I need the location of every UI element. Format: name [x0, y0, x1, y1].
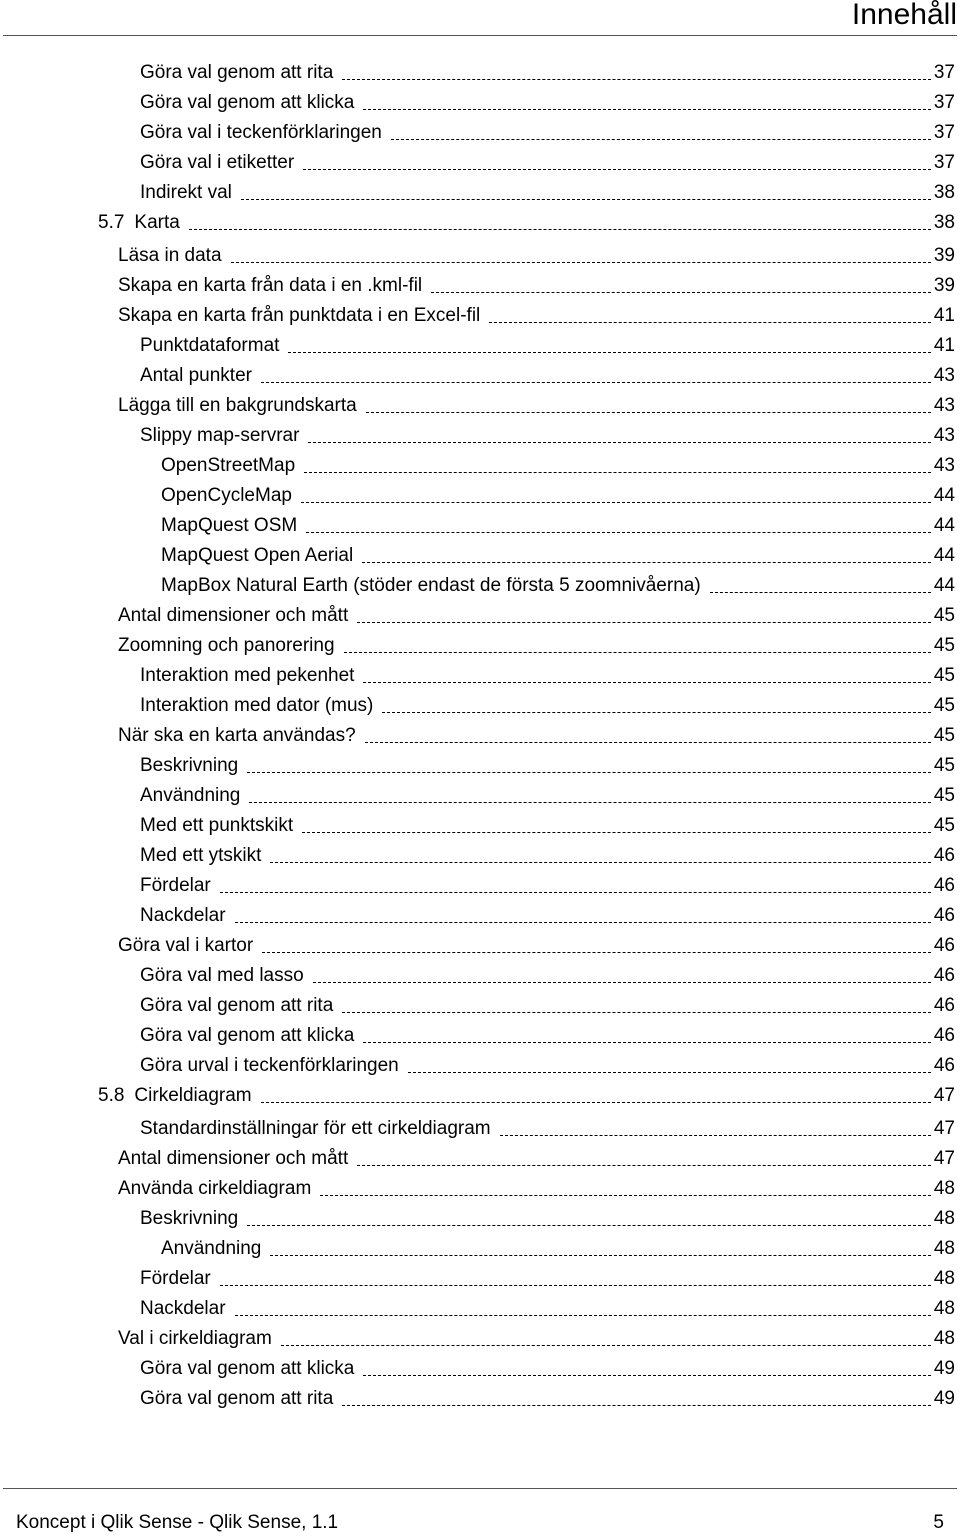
- dot-leader: [382, 712, 930, 713]
- toc-entry[interactable]: [140, 327, 955, 357]
- dot-leader: [281, 1345, 931, 1346]
- dot-leader: [241, 199, 931, 200]
- toc-entry[interactable]: [161, 507, 955, 537]
- toc-entry[interactable]: [140, 417, 955, 447]
- dot-leader: [363, 1375, 930, 1376]
- toc-entry-title: Fördelar: [140, 1268, 211, 1289]
- toc-entry-page: 41: [933, 305, 955, 326]
- dot-leader: [363, 682, 930, 683]
- toc-entry[interactable]: [140, 987, 955, 1017]
- toc-entry-title: När ska en karta användas?: [118, 725, 356, 746]
- toc-entry-page: 47: [933, 1148, 955, 1169]
- dot-leader: [189, 229, 931, 230]
- toc-entry[interactable]: [140, 1290, 955, 1320]
- toc-entry-page: 46: [933, 995, 955, 1016]
- toc-entry[interactable]: [118, 1170, 955, 1200]
- toc-entry-page: 46: [933, 875, 955, 896]
- toc-entry[interactable]: [140, 84, 955, 114]
- toc-entry-page: 43: [933, 395, 955, 416]
- toc-entry-page: 46: [933, 1055, 955, 1076]
- toc-entry-page: 41: [933, 335, 955, 356]
- dot-leader: [308, 442, 930, 443]
- dot-leader: [431, 292, 931, 293]
- toc-entry-page: 44: [933, 485, 955, 506]
- dot-leader: [342, 79, 931, 80]
- footer-divider: [3, 1488, 957, 1489]
- toc-entry[interactable]: [118, 627, 955, 657]
- dot-leader: [500, 1135, 931, 1136]
- toc-entry[interactable]: [140, 687, 955, 717]
- dot-leader: [288, 352, 930, 353]
- dot-leader: [247, 772, 931, 773]
- toc-entry-title: Karta: [134, 212, 180, 233]
- dot-leader: [357, 622, 931, 623]
- toc-entry[interactable]: [161, 477, 955, 507]
- toc-entry[interactable]: [118, 927, 955, 957]
- page-footer: [0, 1488, 960, 1537]
- toc-entry-title: OpenCycleMap: [161, 485, 292, 506]
- toc-entry-page: 48: [933, 1238, 955, 1259]
- toc-entry[interactable]: [118, 597, 955, 627]
- footer-page-number: 5: [933, 1512, 944, 1533]
- toc-entry-title: OpenStreetMap: [161, 455, 296, 476]
- dot-leader: [363, 1042, 930, 1043]
- toc-entry-page: 45: [933, 695, 955, 716]
- toc-entry-page: 46: [933, 965, 955, 986]
- toc-entry-page: 48: [933, 1178, 955, 1199]
- toc-entry-page: 45: [933, 785, 955, 806]
- toc-entry-page: 38: [933, 212, 955, 233]
- toc-entry-page: 49: [933, 1388, 955, 1409]
- toc-entry[interactable]: [140, 114, 955, 144]
- dot-leader: [231, 262, 931, 263]
- dot-leader: [408, 1072, 931, 1073]
- dot-leader: [391, 139, 931, 140]
- dot-leader: [342, 1012, 931, 1013]
- toc-entry-title: Antal dimensioner och mått: [118, 1148, 349, 1169]
- toc-entry[interactable]: [140, 747, 955, 777]
- dot-leader: [261, 1102, 931, 1103]
- toc-entry-page: 37: [933, 92, 955, 113]
- toc-entry-title: Göra val genom att rita: [140, 1388, 334, 1409]
- toc-entry[interactable]: [118, 267, 955, 297]
- toc-entry[interactable]: [140, 1047, 955, 1077]
- page-title: Innehåll: [851, 0, 957, 31]
- toc-entry-title: MapQuest OSM: [161, 515, 298, 536]
- toc-entry[interactable]: [140, 174, 955, 204]
- toc-entry-title: Använda cirkeldiagram: [118, 1178, 312, 1199]
- toc-entry-title: Fördelar: [140, 875, 211, 896]
- toc-entry-page: 43: [933, 425, 955, 446]
- dot-leader: [313, 982, 931, 983]
- toc-entry-page: 45: [933, 815, 955, 836]
- toc-entry[interactable]: [140, 657, 955, 687]
- toc-entry-title: MapBox Natural Earth (stöder endast de första 5 zoomnivåerna): [161, 575, 701, 596]
- toc-entry-page: 46: [933, 905, 955, 926]
- toc-entry-title: Indirekt val: [140, 182, 232, 203]
- toc-entry[interactable]: [140, 144, 955, 174]
- dot-leader: [365, 742, 931, 743]
- toc-entry-page: 48: [933, 1298, 955, 1319]
- toc-entry[interactable]: [140, 1350, 955, 1380]
- toc-entry-title: Göra val genom att klicka: [140, 92, 355, 113]
- toc-entry[interactable]: [140, 777, 955, 807]
- dot-leader: [342, 1405, 931, 1406]
- dot-leader: [301, 502, 931, 503]
- toc-entry-page: 39: [933, 275, 955, 296]
- toc-entry[interactable]: [140, 1200, 955, 1230]
- toc-entry-page: 45: [933, 635, 955, 656]
- toc-section-number: 5.7: [98, 212, 125, 233]
- dot-leader: [366, 412, 931, 413]
- dot-leader: [270, 1255, 930, 1256]
- toc-entry-title: Skapa en karta från data i en .kml-fil: [118, 275, 423, 296]
- dot-leader: [710, 592, 931, 593]
- dot-leader: [249, 802, 930, 803]
- page-header: [0, 0, 960, 36]
- toc-entry-title: Slippy map-servrar: [140, 425, 300, 446]
- toc-entry[interactable]: [161, 567, 955, 597]
- toc-entry-title: Cirkeldiagram: [134, 1085, 252, 1106]
- toc-entry-title: Göra val genom att rita: [140, 62, 334, 83]
- toc-entry-title: Göra val genom att klicka: [140, 1025, 355, 1046]
- toc-entry-page: 46: [933, 935, 955, 956]
- dot-leader: [306, 532, 931, 533]
- toc-entry-title: Nackdelar: [140, 905, 226, 926]
- toc-entry-page: 45: [933, 725, 955, 746]
- toc-entry-page: 49: [933, 1358, 955, 1379]
- toc-section-entry[interactable]: [98, 1077, 955, 1107]
- toc-entry-page: 48: [933, 1208, 955, 1229]
- toc-entry-title: Nackdelar: [140, 1298, 226, 1319]
- toc-entry-title: Med ett ytskikt: [140, 845, 262, 866]
- toc-entry-title: Zoomning och panorering: [118, 635, 335, 656]
- toc-entry[interactable]: [140, 837, 955, 867]
- toc-entry-page: 48: [933, 1328, 955, 1349]
- dot-leader: [261, 382, 931, 383]
- toc-entry-title: Beskrivning: [140, 1208, 239, 1229]
- toc-entry-page: 47: [933, 1118, 955, 1139]
- toc-entry-title: Läsa in data: [118, 245, 222, 266]
- toc-entry-page: 43: [933, 455, 955, 476]
- toc-entry-title: Göra val i kartor: [118, 935, 254, 956]
- toc-entry-title: Punktdataformat: [140, 335, 280, 356]
- toc-entry[interactable]: [118, 297, 955, 327]
- toc-entry-page: 45: [933, 755, 955, 776]
- toc-entry-page: 46: [933, 845, 955, 866]
- toc-entry-page: 48: [933, 1268, 955, 1289]
- toc-entry-title: Användning: [161, 1238, 262, 1259]
- dot-leader: [262, 952, 931, 953]
- toc-entry[interactable]: [118, 387, 955, 417]
- toc-entry[interactable]: [118, 717, 955, 747]
- dot-leader: [320, 1195, 931, 1196]
- dot-leader: [344, 652, 931, 653]
- toc-entry[interactable]: [140, 1017, 955, 1047]
- toc-entry[interactable]: [161, 1230, 955, 1260]
- toc-section-entry[interactable]: [98, 204, 955, 234]
- toc-entry-title: Lägga till en bakgrundskarta: [118, 395, 357, 416]
- toc-entry-title: Göra val i teckenförklaringen: [140, 122, 382, 143]
- dot-leader: [247, 1225, 931, 1226]
- toc-entry-page: 43: [933, 365, 955, 386]
- toc-entry[interactable]: [140, 1380, 955, 1410]
- dot-leader: [270, 862, 930, 863]
- toc-entry-title: Antal dimensioner och mått: [118, 605, 349, 626]
- toc-entry-title: Göra val i etiketter: [140, 152, 295, 173]
- dot-leader: [235, 1315, 931, 1316]
- toc-entry[interactable]: [140, 957, 955, 987]
- footer-document-title: Koncept i Qlik Sense - Qlik Sense, 1.1: [16, 1512, 339, 1533]
- toc-entry-page: 39: [933, 245, 955, 266]
- toc-entry-title: Skapa en karta från punktdata i en Excel-fil: [118, 305, 481, 326]
- toc-entry[interactable]: [140, 54, 955, 84]
- toc-entry[interactable]: [118, 1140, 955, 1170]
- toc-entry-page: 47: [933, 1085, 955, 1106]
- toc-entry-page: 37: [933, 62, 955, 83]
- toc-entry-title: Göra val genom att rita: [140, 995, 334, 1016]
- toc-entry-page: 45: [933, 605, 955, 626]
- dot-leader: [362, 562, 931, 563]
- toc-entry-title: Antal punkter: [140, 365, 252, 386]
- toc-entry-title: Göra urval i teckenförklaringen: [140, 1055, 399, 1076]
- toc-entry-title: Interaktion med dator (mus): [140, 695, 374, 716]
- toc-entry-page: 37: [933, 122, 955, 143]
- dot-leader: [220, 892, 931, 893]
- dot-leader: [363, 109, 930, 110]
- toc-entry[interactable]: [118, 1320, 955, 1350]
- toc-entry[interactable]: [161, 537, 955, 567]
- toc-entry-page: 38: [933, 182, 955, 203]
- toc-entry[interactable]: [140, 897, 955, 927]
- dot-leader: [357, 1165, 931, 1166]
- toc-section-number: 5.8: [98, 1085, 125, 1106]
- dot-leader: [303, 169, 931, 170]
- toc-entry-title: Användning: [140, 785, 241, 806]
- toc-entry[interactable]: [140, 357, 955, 387]
- dot-leader: [220, 1285, 931, 1286]
- toc-entry[interactable]: [140, 867, 955, 897]
- toc-entry[interactable]: [161, 447, 955, 477]
- header-divider: [3, 35, 957, 36]
- toc-entry-title: Beskrivning: [140, 755, 239, 776]
- dot-leader: [235, 922, 931, 923]
- toc-entry[interactable]: [118, 237, 955, 267]
- toc-entry[interactable]: [140, 1110, 955, 1140]
- toc-entry[interactable]: [140, 807, 955, 837]
- toc-entry-title: Interaktion med pekenhet: [140, 665, 355, 686]
- dot-leader: [304, 472, 931, 473]
- toc-entry-page: 45: [933, 665, 955, 686]
- toc-entry[interactable]: [140, 1260, 955, 1290]
- toc-entry-title: Standardinställningar för ett cirkeldiagram: [140, 1118, 491, 1139]
- toc-entry-page: 37: [933, 152, 955, 173]
- toc-entry-title: Göra val med lasso: [140, 965, 304, 986]
- dot-leader: [489, 322, 931, 323]
- dot-leader: [302, 832, 931, 833]
- toc-entry-page: 44: [933, 575, 955, 596]
- toc-entry-page: 44: [933, 545, 955, 566]
- toc-entry-title: Göra val genom att klicka: [140, 1358, 355, 1379]
- toc-entry-title: Val i cirkeldiagram: [118, 1328, 272, 1349]
- toc-entry-page: 44: [933, 515, 955, 536]
- toc-entry-page: 46: [933, 1025, 955, 1046]
- toc-entry-title: Med ett punktskikt: [140, 815, 294, 836]
- toc-entry-title: MapQuest Open Aerial: [161, 545, 354, 566]
